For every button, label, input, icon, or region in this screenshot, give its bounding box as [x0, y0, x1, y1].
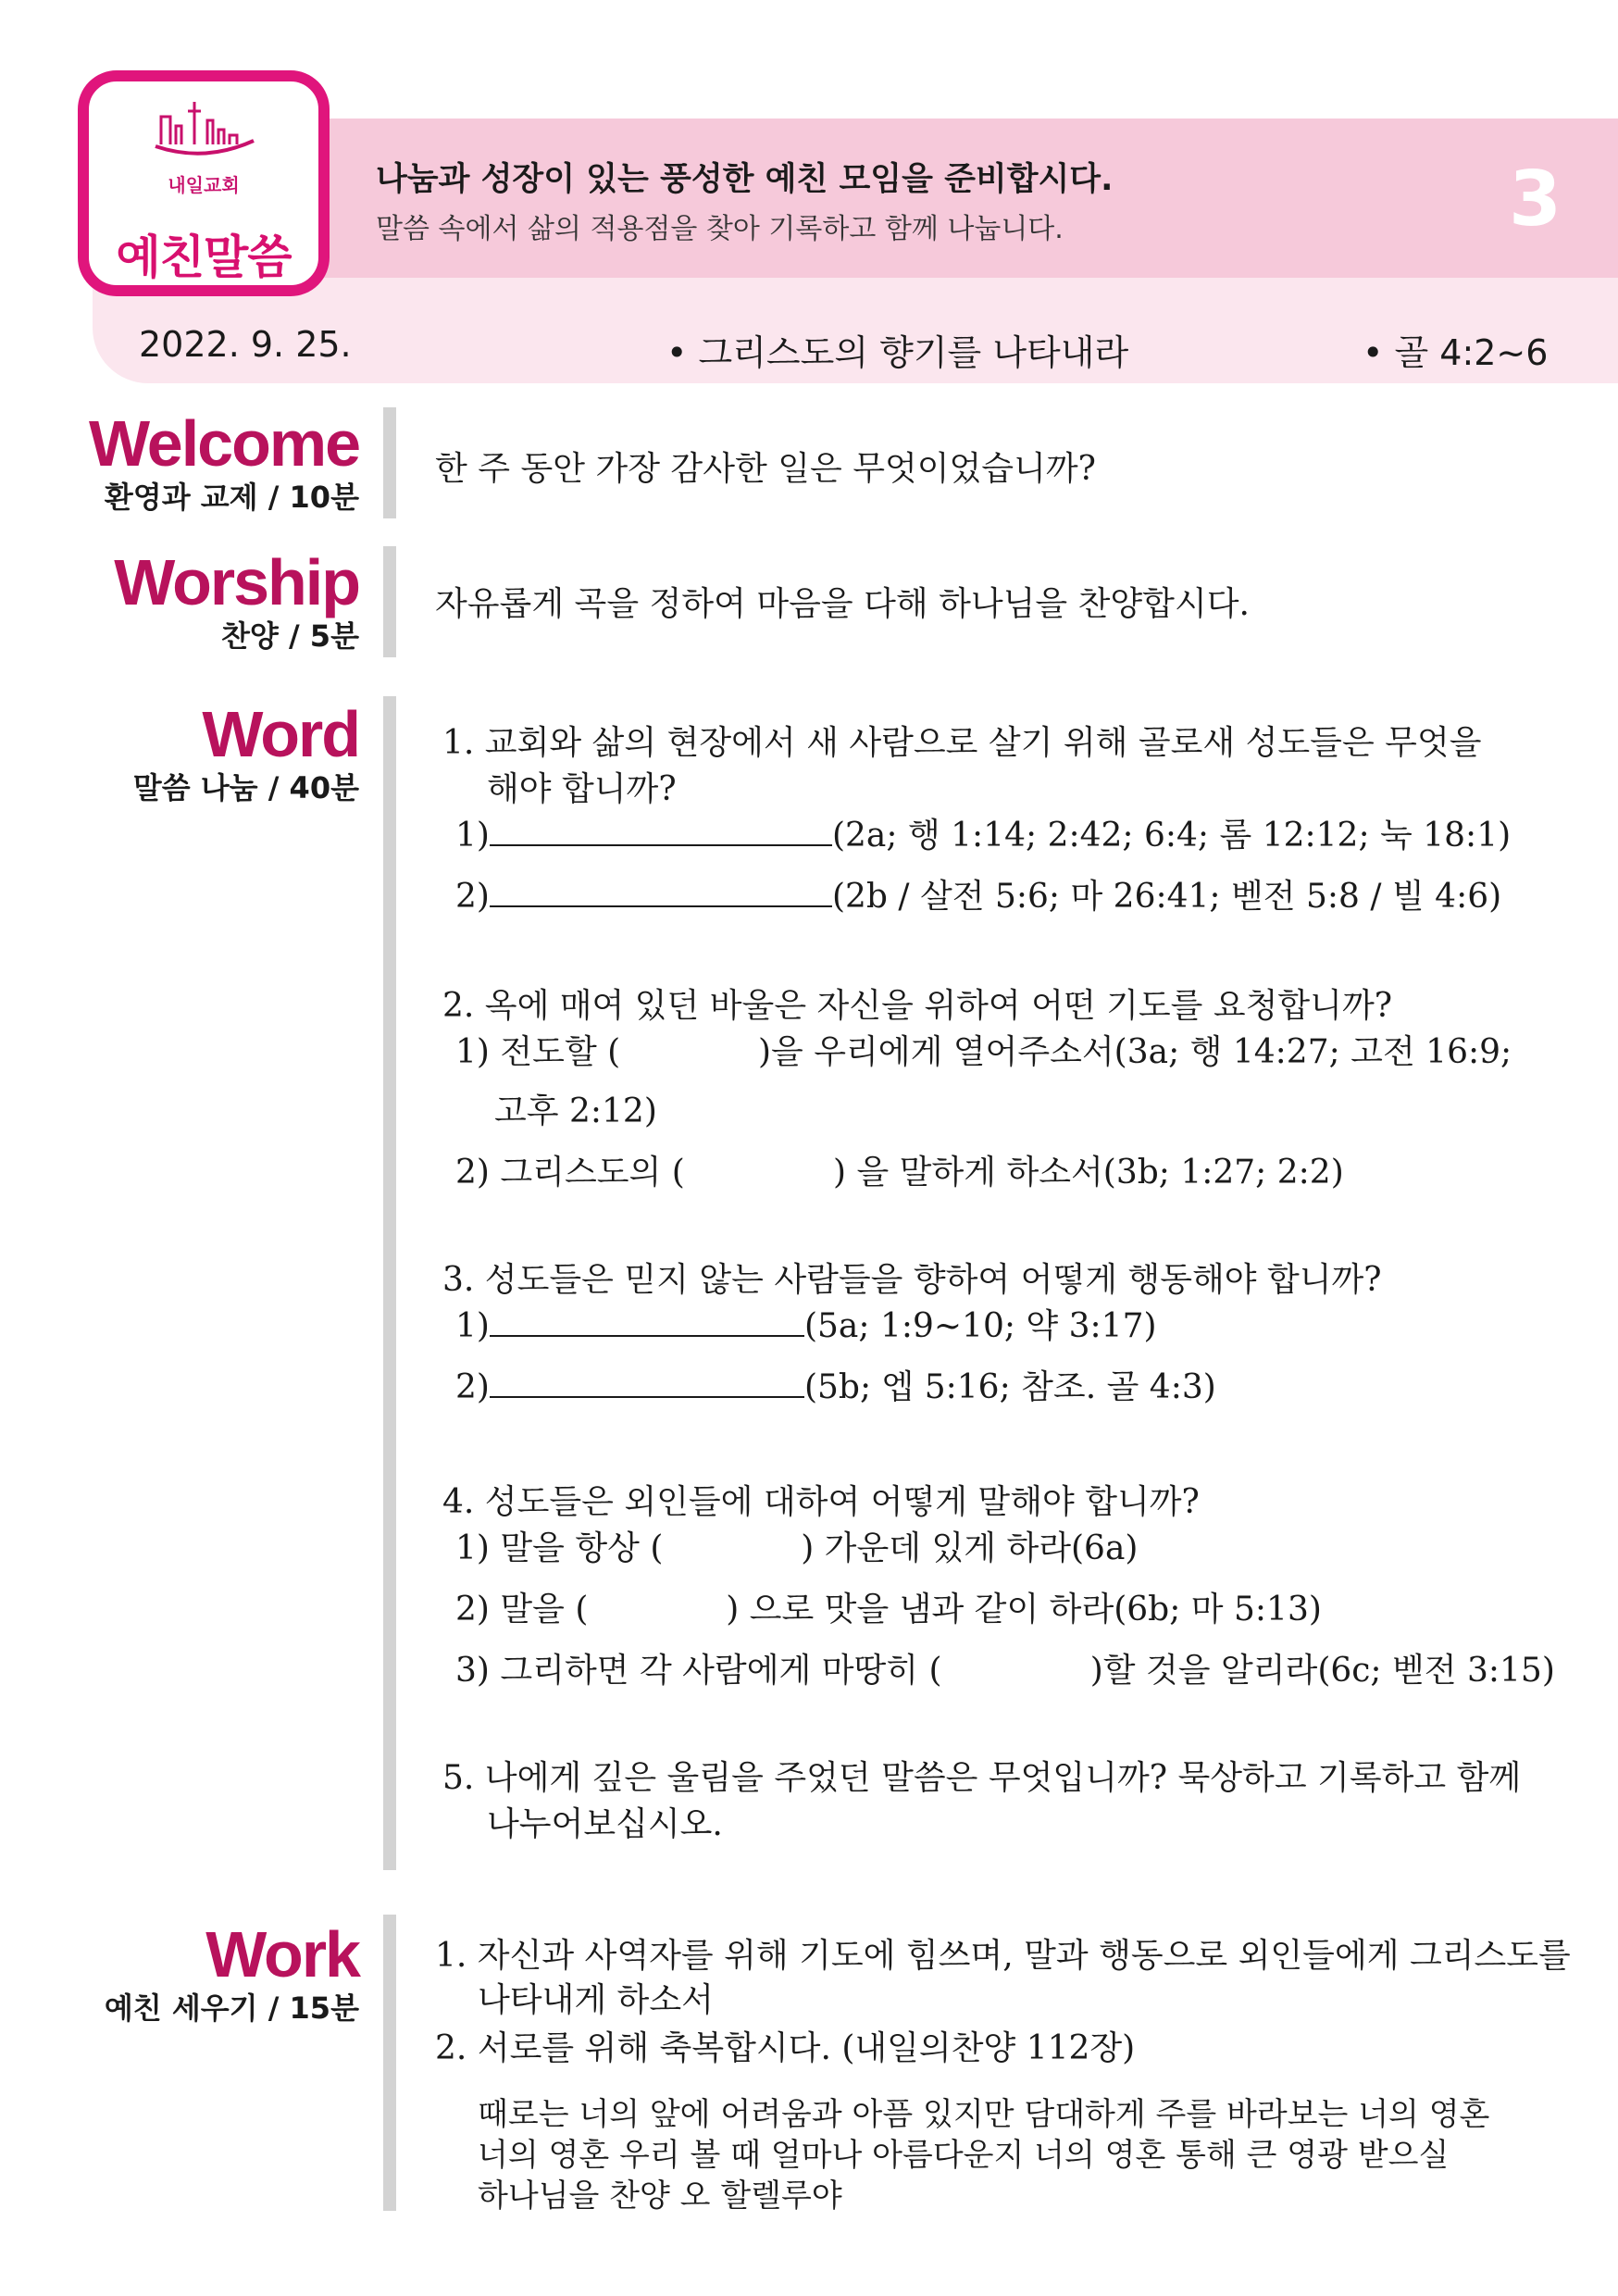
- q1-text-cont: 해야 합니까?: [487, 770, 677, 808]
- scripture-reference: • 골 4:2~6: [1363, 332, 1549, 373]
- word-title: Word: [202, 698, 359, 770]
- q4-text: 4. 성도들은 외인들에 대하여 어떻게 말해야 합니까?: [442, 1483, 1200, 1521]
- welcome-question: 한 주 동안 가장 감사한 일은 무엇이었습니까?: [435, 450, 1096, 488]
- header-subtitle: 말씀 속에서 삶의 적용점을 찾아 기록하고 함께 나눕니다.: [376, 213, 1064, 245]
- answer-number: 1): [455, 817, 490, 855]
- church-skyline-icon: [154, 98, 255, 165]
- answer-blank[interactable]: [490, 813, 832, 846]
- logo-church-name: 내일교회: [168, 174, 240, 196]
- q3-answer-1: [455, 1300, 1157, 1347]
- page-number: 3: [1509, 156, 1562, 243]
- q4-answer-3: 3) 그리하면 각 사람에게 마땅히 ( )할 것을 알리라(6c; 벧전 3:15): [455, 1652, 1555, 1690]
- q2-answer-1: 1) 전도할 ( )을 우리에게 열어주소서(3a; 행 14:27; 고전 16:9;: [455, 1033, 1512, 1071]
- answer-number: 2): [455, 1368, 490, 1406]
- answer-reference: (5a; 1:9~10; 약 3:17): [803, 1307, 1157, 1345]
- header-title: 나눔과 성장이 있는 풍성한 예친 모임을 준비합시다.: [376, 161, 1114, 198]
- q5-text: 5. 나에게 깊은 울림을 주었던 말씀은 무엇입니까? 묵상하고 기록하고 함께: [442, 1759, 1522, 1797]
- q4-answer-2: 2) 말을 ( ) 으로 맛을 냄과 같이 하라(6b; 마 5:13): [455, 1591, 1322, 1628]
- answer-number: 2): [455, 878, 490, 916]
- work-bar: [383, 1915, 396, 2211]
- answer-blank[interactable]: [490, 1304, 804, 1337]
- answer-blank[interactable]: [490, 874, 832, 907]
- word-subtitle: 말씀 나눔 / 40분: [132, 770, 359, 805]
- q3-text: 3. 성도들은 믿지 않는 사람들을 향하여 어떻게 행동해야 합니까?: [442, 1261, 1382, 1299]
- date: 2022. 9. 25.: [139, 324, 352, 365]
- welcome-bar: [383, 407, 396, 518]
- q2-text: 2. 옥에 매여 있던 바울은 자신을 위하여 어떤 기도를 요청합니까?: [442, 987, 1393, 1025]
- q1-answer-2: [455, 870, 1501, 917]
- answer-reference: (5b; 엡 5:16; 참조. 골 4:3): [803, 1368, 1216, 1406]
- q2-answer-1-cont: 고후 2:12): [494, 1092, 657, 1130]
- lyrics-line-2: 너의 영혼 우리 볼 때 얼마나 아름다운지 너의 영혼 통해 큰 영광 받으실: [478, 2137, 1450, 2174]
- work-item-1: 1. 자신과 사역자를 위해 기도에 힘쓰며, 말과 행동으로 외인들에게 그리스도를: [435, 1937, 1571, 1975]
- answer-blank[interactable]: [490, 1365, 804, 1398]
- answer-number: 1): [455, 1307, 490, 1345]
- q5-text-cont: 나누어보십시오.: [487, 1805, 723, 1843]
- q1-text: 1. 교회와 삶의 현장에서 새 사람으로 살기 위해 골로새 성도들은 무엇을: [442, 724, 1482, 762]
- answer-reference: (2b / 살전 5:6; 마 26:41; 벧전 5:8 / 빌 4:6): [831, 878, 1502, 916]
- welcome-subtitle: 환영과 교제 / 10분: [104, 480, 359, 515]
- work-item-1-cont: 나타내게 하소서: [478, 1981, 714, 2019]
- answer-reference: (2a; 행 1:14; 2:42; 6:4; 롬 12:12; 눅 18:1): [831, 817, 1512, 855]
- lyrics-line-1: 때로는 너의 앞에 어려움과 아픔 있지만 담대하게 주를 바라보는 너의 영혼: [478, 2096, 1490, 2133]
- sermon-theme: • 그리스도의 향기를 나타내라: [666, 332, 1129, 373]
- worship-title: Worship: [114, 546, 359, 618]
- q2-answer-2: 2) 그리스도의 ( ) 을 말하게 하소서(3b; 1:27; 2:2): [455, 1154, 1344, 1192]
- worship-text: 자유롭게 곡을 정하여 마음을 다해 하나님을 찬양합시다.: [435, 585, 1250, 623]
- q4-answer-1: 1) 말을 항상 ( ) 가운데 있게 하라(6a): [455, 1529, 1139, 1567]
- welcome-title: Welcome: [88, 407, 359, 480]
- logo: [78, 70, 330, 296]
- q1-answer-1: [455, 809, 1511, 856]
- worship-subtitle: 찬양 / 5분: [221, 618, 359, 654]
- worship-bar: [383, 546, 396, 657]
- work-item-2: 2. 서로를 위해 축복합시다. (내일의찬양 112장): [435, 2029, 1136, 2067]
- logo-title: 예친말씀: [116, 231, 292, 284]
- work-title: Work: [205, 1918, 359, 1990]
- q3-answer-2: [455, 1361, 1216, 1408]
- lyrics-line-3: 하나님을 찬양 오 할렐루야: [478, 2177, 842, 2215]
- work-subtitle: 예친 세우기 / 15분: [104, 1990, 359, 2026]
- word-bar: [383, 696, 396, 1870]
